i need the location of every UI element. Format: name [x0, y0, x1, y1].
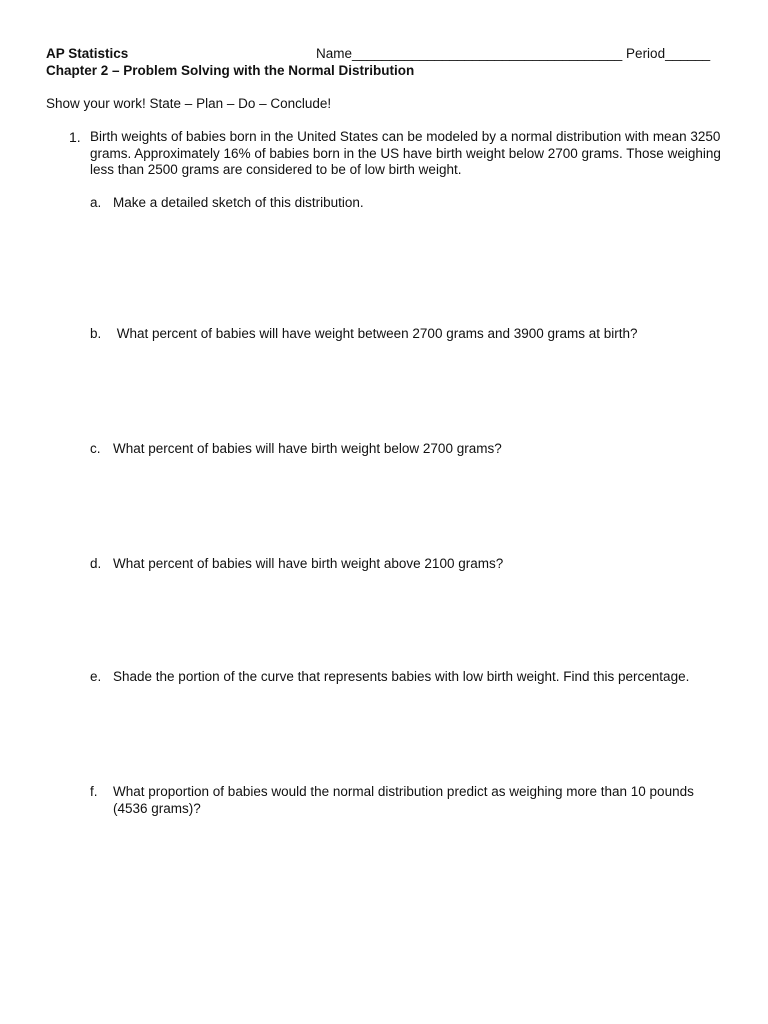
part-letter: d.: [90, 556, 102, 571]
part-text: What percent of babies will have birth weight above 2100 grams?: [113, 556, 504, 571]
part-text: What percent of babies will have birth weight below 2700 grams?: [113, 441, 502, 456]
part-letter: b.: [90, 326, 102, 341]
part-letter: a.: [90, 195, 102, 210]
question-number: 1.: [69, 129, 81, 145]
part-text: What proportion of babies would the normal distribution predict as weighing more than 10 pounds (4536 grams)?: [113, 784, 694, 816]
part-text: What percent of babies will have weight between 2700 grams and 3900 grams at birth?: [113, 326, 638, 341]
part-letter: e.: [90, 669, 102, 684]
part-text: Make a detailed sketch of this distribution.: [113, 195, 364, 210]
chapter-title: Chapter 2 – Problem Solving with the Normal Distribution: [46, 63, 415, 78]
course-title: AP Statistics: [46, 46, 129, 61]
part-letter: c.: [90, 441, 101, 456]
part-text: Shade the portion of the curve that represents babies with low birth weight. Find this percentage.: [113, 669, 690, 684]
name-period-line: Name____________________________________ Period______: [316, 46, 711, 61]
question-stem: Birth weights of babies born in the United States can be modeled by a normal distribution with mean 3250 grams. Approximately 16% of babies born in the US have birth weight below 2700 grams. Those weighing less than 2500 grams are considered to be of low birth weight.: [90, 129, 721, 177]
instructions: Show your work! State – Plan – Do – Conclude!: [46, 96, 332, 111]
part-letter: f.: [90, 784, 98, 799]
